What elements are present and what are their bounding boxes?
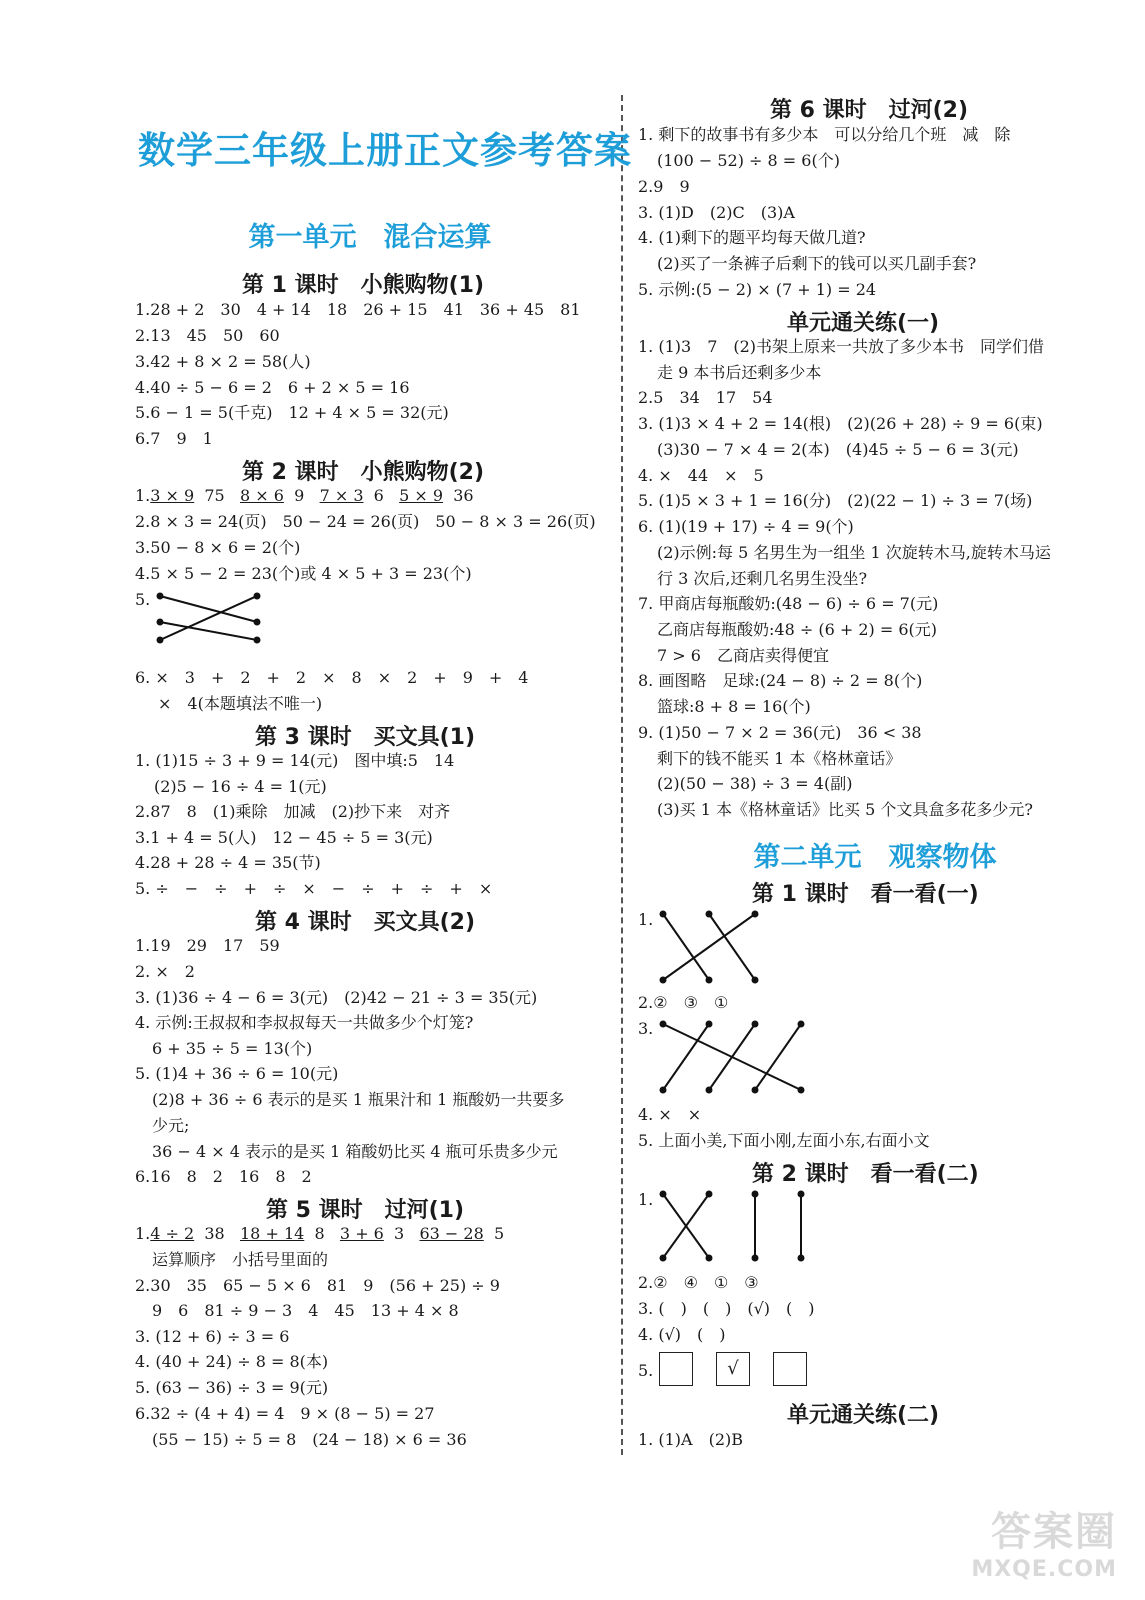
answer-line: (3)买 1 本《格林童话》比买 5 个文具盒多花多少元? <box>657 800 1033 819</box>
answer-box-checked: √ <box>716 1352 750 1386</box>
answer-line: 5. ÷ − ÷ + ÷ × − ÷ + ÷ + × <box>135 879 493 898</box>
answer-line: (100 − 52) ÷ 8 = 6(个) <box>657 151 840 170</box>
answer-line: 7. 甲商店每瓶酸奶:(48 − 6) ÷ 6 = 7(元) <box>638 594 939 613</box>
answer-line: (3)30 − 7 × 4 = 2(本) (4)45 ÷ 5 − 6 = 3(元) <box>657 440 1019 459</box>
answer-line: 4. (√) ( ) <box>638 1325 726 1344</box>
answer-line: 运算顺序 小括号里面的 <box>152 1250 329 1269</box>
answer-line: 2.8 × 3 = 24(页) 50 − 24 = 26(页) 50 − 8 × 3 = 26(页) <box>135 512 596 531</box>
answer-line: 4.40 ÷ 5 − 6 = 2 6 + 2 × 5 = 16 <box>135 378 410 397</box>
answer-line: 2.② ④ ① ③ <box>638 1273 759 1292</box>
answer-line: 乙商店每瓶酸奶:48 ÷ (6 + 2) = 6(元) <box>657 620 937 639</box>
answer-line: 4. × 44 × 5 <box>638 466 764 485</box>
answer-line: 6.7 9 1 <box>135 429 213 448</box>
answer-line: 5. (63 − 36) ÷ 3 = 9(元) <box>135 1378 329 1397</box>
answer-line-underlined: 1.4 ÷ 2 38 18 + 14 8 3 + 6 3 63 − 28 5 <box>135 1224 505 1243</box>
matching-lines-lesson2 <box>150 588 270 648</box>
answer-line: 6. (1)(19 + 17) ÷ 4 = 9(个) <box>638 517 854 536</box>
answer-line: (55 − 15) ÷ 5 = 8 (24 − 18) × 6 = 36 <box>152 1430 467 1449</box>
answer-line: 1.19 29 17 59 <box>135 936 280 955</box>
answer-line: 7 > 6 乙商店卖得便宜 <box>657 646 829 665</box>
answer-line: 8. 画图略 足球:(24 − 8) ÷ 2 = 8(个) <box>638 671 923 690</box>
answer-line: 4. 示例:王叔叔和李叔叔每天一共做多少个灯笼? <box>135 1013 474 1032</box>
answer-line: (2)示例:每 5 名男生为一组坐 1 次旋转木马,旋转木马运 <box>657 543 1051 562</box>
answer-line: 2.30 35 65 − 5 × 6 81 9 (56 + 25) ÷ 9 <box>135 1276 500 1295</box>
answer-line: 2.5 34 17 54 <box>638 388 773 407</box>
answer-line-underlined: 1.3 × 9 75 8 × 6 9 7 × 3 6 5 × 9 36 <box>135 486 474 505</box>
unit-exercise2-title: 单元通关练(二) <box>787 1403 940 1428</box>
u2-lesson1-title: 第 1 课时 看一看(一) <box>752 882 979 907</box>
answer-line: 3.50 − 8 × 6 = 2(个) <box>135 538 301 557</box>
answer-label: 3. <box>638 1019 654 1038</box>
answer-line: 2.13 45 50 60 <box>135 326 280 345</box>
answer-line: 行 3 次后,还剩几名男生没坐? <box>657 569 868 588</box>
answer-line: 3. (12 + 6) ÷ 3 = 6 <box>135 1327 290 1346</box>
answer-line: 3. (1)3 × 4 + 2 = 14(根) (2)(26 + 28) ÷ 9 = 6(束) <box>638 414 1043 433</box>
unit-exercise1-title: 单元通关练(一) <box>787 311 940 336</box>
watermark-url: MXQE.COM <box>971 1557 1117 1582</box>
answer-line: 2.② ③ ① <box>638 993 729 1012</box>
answer-line: (2)8 + 36 ÷ 6 表示的是买 1 瓶果汁和 1 瓶酸奶一共要多 <box>152 1090 565 1109</box>
answer-box <box>659 1352 693 1386</box>
answer-line: 1. (1)3 7 (2)书架上原来一共放了多少本书 同学们借 <box>638 337 1045 356</box>
answer-label: 5. <box>638 1361 654 1380</box>
answer-line: 5. (1)4 + 36 ÷ 6 = 10(元) <box>135 1064 339 1083</box>
answer-line: (2)(50 − 38) ÷ 3 = 4(副) <box>657 774 853 793</box>
answer-line: 5. 示例:(5 − 2) × (7 + 1) = 24 <box>638 280 877 299</box>
answer-line: 3. ( ) ( ) (√) ( ) <box>638 1299 815 1318</box>
watermark <box>971 1500 1117 1582</box>
answer-line: 6. × 3 + 2 + 2 × 8 × 2 + 9 + 4 <box>135 668 529 687</box>
answer-line: × 4(本题填法不唯一) <box>158 694 323 713</box>
answer-line: 4.5 × 5 − 2 = 23(个)或 4 × 5 + 3 = 23(个) <box>135 564 472 583</box>
answer-box <box>773 1352 807 1386</box>
answer-line: 1. (1)A (2)B <box>638 1430 743 1449</box>
answer-line: 4.28 + 28 ÷ 4 = 35(节) <box>135 853 321 872</box>
matching-lines-u2l1-q1 <box>655 908 765 988</box>
answer-label: 5. <box>135 590 151 609</box>
answer-line: 9 6 81 ÷ 9 − 3 4 45 13 + 4 × 8 <box>152 1301 459 1320</box>
lesson3-title: 第 3 课时 买文具(1) <box>255 725 476 750</box>
answer-line: 少元; <box>152 1116 190 1135</box>
watermark-logo-text: 答案圈 <box>991 1509 1117 1555</box>
answer-line: 5. (1)5 × 3 + 1 = 16(分) (2)(22 − 1) ÷ 3 = 7(场) <box>638 491 1033 510</box>
answer-line: 1.28 + 2 30 4 + 14 18 26 + 15 41 36 + 45 81 <box>135 300 581 319</box>
page-title: 数学三年级上册正文参考答案 <box>138 129 632 172</box>
u2-lesson2-title: 第 2 课时 看一看(二) <box>752 1162 979 1187</box>
answer-line: 3. (1)D (2)C (3)A <box>638 203 795 222</box>
answer-line: 2.9 9 <box>638 177 690 196</box>
answer-line: 9. (1)50 − 7 × 2 = 36(元) 36 < 38 <box>638 723 922 742</box>
answer-line: 4. × × <box>638 1105 702 1124</box>
matching-lines-u2l2-q1 <box>655 1186 810 1266</box>
answer-line: (2)5 − 16 ÷ 4 = 1(元) <box>154 777 327 796</box>
answer-line: 4. (40 + 24) ÷ 8 = 8(本) <box>135 1352 329 1371</box>
answer-line: 3. (1)36 ÷ 4 − 6 = 3(元) (2)42 − 21 ÷ 3 = 35(元) <box>135 988 538 1007</box>
answer-label: 1. <box>638 910 654 929</box>
answer-line: 6.16 8 2 16 8 2 <box>135 1167 312 1186</box>
answer-line: 1. 剩下的故事书有多少本 可以分给几个班 减 除 <box>638 125 1011 144</box>
answer-line: 剩下的钱不能买 1 本《格林童话》 <box>657 749 902 768</box>
lesson5-title: 第 5 课时 过河(1) <box>266 1198 465 1223</box>
answer-line: 走 9 本书后还剩多少本 <box>657 363 822 382</box>
lesson2-title: 第 2 课时 小熊购物(2) <box>242 460 485 485</box>
unit2-title: 第二单元 观察物体 <box>753 842 997 873</box>
answer-line: 3.1 + 4 = 5(人) 12 − 45 ÷ 5 = 3(元) <box>135 828 433 847</box>
lesson4-title: 第 4 课时 买文具(2) <box>255 910 476 935</box>
answer-line: 2. × 2 <box>135 962 195 981</box>
answer-line: 5.6 − 1 = 5(千克) 12 + 4 × 5 = 32(元) <box>135 403 449 422</box>
answer-line: 4. (1)剩下的题平均每天做几道? <box>638 228 866 247</box>
lesson6-title: 第 6 课时 过河(2) <box>770 98 969 123</box>
unit1-title: 第一单元 混合运算 <box>248 222 492 253</box>
matching-lines-u2l1-q3 <box>655 1016 810 1096</box>
lesson1-title: 第 1 课时 小熊购物(1) <box>242 273 485 298</box>
answer-line: 1. (1)15 ÷ 3 + 9 = 14(元) 图中填:5 14 <box>135 751 455 770</box>
answer-line: 36 − 4 × 4 表示的是买 1 箱酸奶比买 4 瓶可乐贵多少元 <box>152 1142 558 1161</box>
answer-line: (2)买了一条裤子后剩下的钱可以买几副手套? <box>657 254 977 273</box>
answer-line: 6.32 ÷ (4 + 4) = 4 9 × (8 − 5) = 27 <box>135 1404 435 1423</box>
answer-label: 1. <box>638 1190 654 1209</box>
answer-line: 3.42 + 8 × 2 = 58(人) <box>135 352 311 371</box>
answer-line: 2.87 8 (1)乘除 加减 (2)抄下来 对齐 <box>135 802 451 821</box>
answer-line: 篮球:8 + 8 = 16(个) <box>657 697 811 716</box>
column-divider <box>621 95 623 1455</box>
answer-line: 6 + 35 ÷ 5 = 13(个) <box>152 1039 313 1058</box>
answer-line: 5. 上面小美,下面小刚,左面小东,右面小文 <box>638 1131 930 1150</box>
